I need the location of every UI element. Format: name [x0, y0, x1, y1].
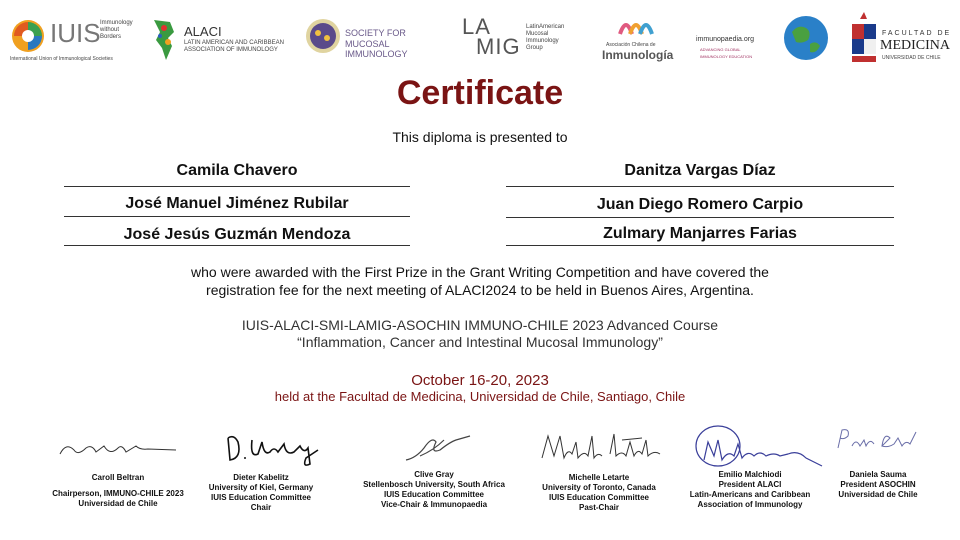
name-underline: [64, 186, 410, 187]
award-text-line1: who were awarded with the First Prize in the Grant Writing Competition and have covered the: [191, 264, 769, 280]
signatory-name: Daniela Sauma: [849, 470, 907, 479]
signatory-block: [28, 473, 208, 509]
alaci-logo: [150, 8, 300, 68]
signatory-line: Latin-Americans and Caribbean: [689, 490, 811, 499]
smi-logo: [305, 8, 450, 68]
americas-map-icon: [150, 18, 182, 62]
signatory-line: University of Toronto, Canada: [542, 483, 656, 492]
signatory-line: President ALACI: [718, 480, 782, 489]
signatory-line: Stellenbosch University, South Africa: [363, 480, 505, 489]
lamig-text: LatinAmerican Mucosal Immunology Group: [526, 24, 565, 51]
signatory-line: IUIS Education Committee: [383, 490, 484, 499]
globe-icon: [782, 14, 830, 62]
presented-to-text: This diploma is presented to: [392, 129, 568, 145]
smi-line1: SOCIETY FOR: [345, 28, 406, 38]
signature-beltran: [56, 436, 180, 466]
immunopaedia-line2: ADVANCING GLOBAL IMMUNOLOGY EDUCATION: [700, 47, 753, 59]
medicina-line2: MEDICINA: [880, 38, 950, 53]
signatory-line: Chair: [250, 503, 272, 512]
course-name: IUIS-ALACI-SMI-LAMIG-ASOCHIN IMMUNO-CHILE 2023 Advanced Course: [241, 317, 719, 333]
alaci-line2: ASSOCIATION OF IMMUNOLOGY: [184, 47, 278, 53]
iuis-caption: International Union of Immunological Societies: [10, 56, 113, 62]
signatory-name: Dieter Kabelitz: [233, 473, 289, 482]
name-underline: [64, 245, 410, 246]
signatory-line: Association of Immunology: [697, 500, 803, 509]
medicina-line3: UNIVERSIDAD DE CHILE: [882, 55, 941, 61]
name-underline: [64, 216, 410, 217]
lamig-logo: [462, 8, 592, 68]
signatory-line: Vice-Chair & Immunopaedia: [380, 500, 488, 509]
signature-letarte: [538, 428, 666, 466]
immunopaedia-line1: immunopaedia.org: [696, 36, 754, 43]
certificate-title: Certificate: [396, 74, 564, 112]
signatory-name: Caroll Beltran: [91, 473, 145, 482]
course-venue: held at the Facultad de Medicina, Universidad de Chile, Santiago, Chile: [274, 389, 686, 404]
signature-sauma: [832, 424, 924, 454]
signatory-line: IUIS Education Committee: [210, 493, 311, 502]
award-text-line2: registration fee for the next meeting of ALACI2024 to be held in Buenos Aires, Argentina.: [206, 282, 754, 298]
signatory-block: [524, 473, 674, 513]
iuis-logo: [10, 8, 133, 68]
signatory-name: Clive Gray: [414, 470, 454, 479]
smi-line2: MUCOSAL IMMUNOLOGY: [345, 39, 408, 59]
asochin-emblem-icon: [616, 14, 660, 36]
iuis-mark: IUIS: [50, 18, 101, 48]
medicina-line1: FACULTAD DE: [882, 30, 952, 37]
asochin-line2: Inmunología: [602, 48, 674, 62]
lamig-mark-bottom: MIG: [476, 34, 521, 59]
signatory-block: [670, 470, 830, 510]
name-underline: [506, 217, 894, 218]
immunopaedia-logo: [690, 8, 835, 68]
signature-kabelitz: [222, 430, 326, 470]
awardee-name: José Jesús Guzmán Mendoza: [123, 226, 351, 243]
awardee-name: José Manuel Jiménez Rubilar: [125, 195, 349, 212]
alaci-line1: LATIN AMERICAN AND CARIBBEAN: [184, 40, 284, 46]
signatory-line: Universidad de Chile: [78, 499, 158, 508]
iuis-globe-icon: [10, 18, 46, 54]
lamig-mark-top: LA: [462, 14, 491, 39]
course-subtitle: “Inflammation, Cancer and Intestinal Mucosal Immunology”: [297, 334, 663, 350]
signatory-line: IUIS Education Committee: [548, 493, 649, 502]
iuis-tagline: Immunology without Borders: [100, 20, 133, 40]
awardee-name: Zulmary Manjarres Farias: [603, 225, 797, 242]
alaci-mark: ALACI: [184, 24, 222, 39]
signatory-block: [344, 470, 524, 510]
signatory-line: President ASOCHIN: [840, 480, 916, 489]
asochin-line1: Asociación Chilena de: [606, 42, 656, 48]
awardee-name: Camila Chavero: [176, 162, 298, 179]
smi-emblem-icon: [305, 18, 341, 54]
signatory-name: Emilio Malchiodi: [718, 470, 782, 479]
signatory-line: University of Kiel, Germany: [208, 483, 314, 492]
university-shield-icon: [850, 10, 878, 66]
name-underline: [506, 245, 894, 246]
name-underline: [506, 186, 894, 187]
signatory-line: Universidad de Chile: [838, 490, 918, 499]
awardee-name: Juan Diego Romero Carpio: [596, 196, 804, 213]
asochin-logo: [598, 8, 678, 68]
awardee-name: Danitza Vargas Díaz: [624, 162, 776, 179]
medicina-logo: [848, 8, 953, 68]
signature-gray: [400, 430, 476, 466]
signatory-block: [186, 473, 336, 513]
signatory-block: [818, 470, 938, 500]
signatory-line: Chairperson, IMMUNO-CHILE 2023: [52, 489, 184, 498]
signatory-name: Michelle Letarte: [568, 473, 630, 482]
course-date: October 16-20, 2023: [411, 372, 549, 389]
signature-malchiodi: [688, 420, 828, 472]
signatory-line: Past-Chair: [578, 503, 619, 512]
